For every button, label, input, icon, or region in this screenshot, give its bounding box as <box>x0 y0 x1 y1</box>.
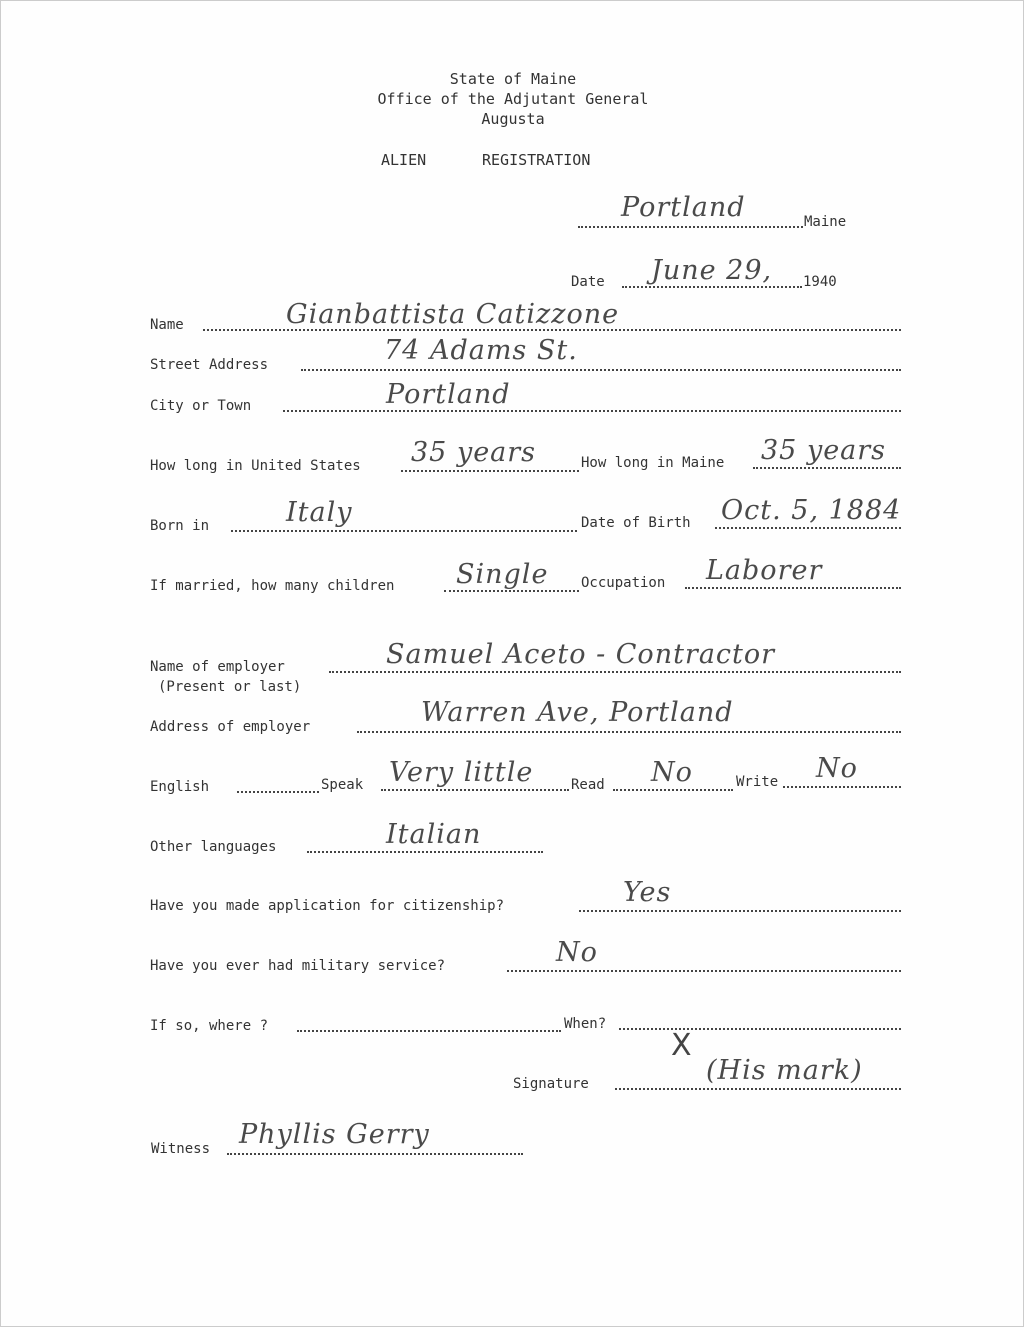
date-of-birth-value: Oct. 5, 1884 <box>721 495 902 526</box>
witness-value: Phyllis Gerry <box>239 1119 430 1150</box>
if-so-where-label: If so, where ? <box>150 1018 269 1034</box>
place-value: Portland <box>621 192 746 223</box>
how-long-us-label: How long in United States <box>150 458 361 474</box>
military-value: No <box>556 937 598 968</box>
street-label: Street Address <box>150 357 269 373</box>
signature-line <box>615 1088 901 1090</box>
employer-sublabel: (Present or last) <box>158 679 302 695</box>
when-label: When? <box>564 1016 607 1032</box>
born-in-line <box>231 530 577 532</box>
employer-value: Samuel Aceto - Contractor <box>386 639 776 670</box>
how-long-maine-label: How long in Maine <box>581 455 725 471</box>
children-line <box>444 590 579 592</box>
header-city: Augusta <box>481 110 545 128</box>
signature-value: (His mark) <box>706 1055 863 1086</box>
employer-line <box>329 671 901 673</box>
date-label: Date <box>571 274 605 290</box>
form-title-alien: ALIEN <box>381 151 427 169</box>
other-languages-value: Italian <box>386 819 482 850</box>
born-in-value: Italy <box>286 497 353 528</box>
witness-line <box>227 1153 523 1155</box>
street-value: 74 Adams St. <box>384 335 578 366</box>
how-long-us-value: 35 years <box>411 437 537 468</box>
read-line <box>613 789 733 791</box>
signature-mark: X <box>671 1028 692 1063</box>
date-year: 1940 <box>803 274 837 290</box>
other-languages-line <box>307 851 543 853</box>
employer-label: Name of employer <box>150 659 285 675</box>
employer-address-label: Address of employer <box>150 719 311 735</box>
write-value: No <box>816 753 858 784</box>
children-value: Single <box>456 559 549 590</box>
write-line <box>783 786 901 788</box>
if-so-where-line <box>297 1030 561 1032</box>
english-line <box>237 791 319 793</box>
header-office: Office of the Adjutant General <box>377 90 649 108</box>
name-label: Name <box>150 317 184 333</box>
military-label: Have you ever had military service? <box>150 958 446 974</box>
form-title-registration: REGISTRATION <box>482 151 591 169</box>
read-label: Read <box>571 777 605 793</box>
citizenship-label: Have you made application for citizenship? <box>150 898 505 914</box>
name-value: Gianbattista Catizzone <box>286 299 620 330</box>
date-of-birth-line <box>715 527 901 529</box>
date-line <box>622 286 802 288</box>
citizenship-value: Yes <box>623 877 672 908</box>
english-label: English <box>150 779 210 795</box>
city-line <box>283 410 901 412</box>
signature-label: Signature <box>513 1076 589 1092</box>
citizenship-line <box>579 910 901 912</box>
date-value: June 29, <box>651 255 773 286</box>
occupation-value: Laborer <box>706 555 823 586</box>
read-value: No <box>651 757 693 788</box>
how-long-maine-line <box>753 467 901 469</box>
city-label: City or Town <box>150 398 252 414</box>
header-state: State of Maine <box>449 70 577 88</box>
children-label: If married, how many children <box>150 578 395 594</box>
place-line <box>578 226 803 228</box>
how-long-us-line <box>401 470 579 472</box>
when-line <box>619 1028 901 1030</box>
city-value: Portland <box>386 379 511 410</box>
occupation-label: Occupation <box>581 575 666 591</box>
military-line <box>507 970 901 972</box>
witness-label: Witness <box>151 1141 211 1157</box>
date-of-birth-label: Date of Birth <box>581 515 691 531</box>
place-suffix: Maine <box>804 214 847 230</box>
how-long-maine-value: 35 years <box>761 435 887 466</box>
speak-line <box>381 789 569 791</box>
occupation-line <box>685 587 901 589</box>
employer-address-line <box>357 731 901 733</box>
street-line <box>301 369 901 371</box>
speak-label: Speak <box>321 777 364 793</box>
speak-value: Very little <box>389 757 534 788</box>
other-languages-label: Other languages <box>150 839 277 855</box>
employer-address-value: Warren Ave, Portland <box>421 697 734 728</box>
born-in-label: Born in <box>150 518 210 534</box>
write-label: Write <box>736 774 779 790</box>
